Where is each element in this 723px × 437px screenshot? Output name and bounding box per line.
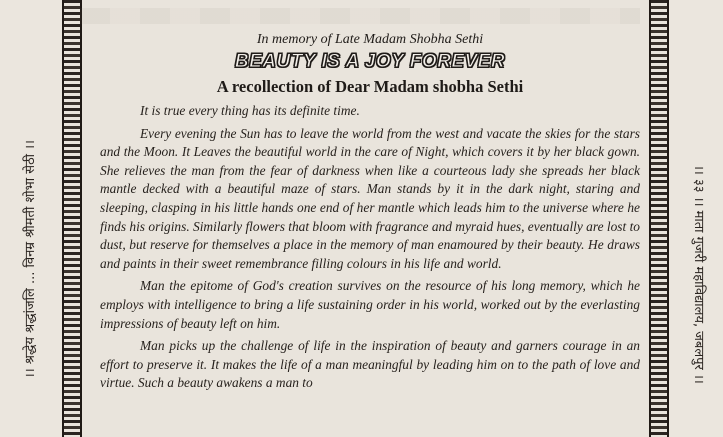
paragraph-4: Man picks up the challenge of life in the inspiration of beauty and garners courage in an effort to preserve it. It makes the life of a man meaningful by leading him on to the path of love and virtue. Such a beauty awakens a man to [100,338,640,391]
left-decorative-border [62,0,82,437]
left-margin [0,0,62,437]
right-side-text: ।। ३३ ।। माता गुजरी महाविद्यालय, जबलपुर ।। [691,165,706,384]
paragraph-3: Man the epitome of God's creation survives on the resource of his long memory, which he employs with intelligence to bring a life sustaining order in his world, worked out by the everlasting impressions of beauty left on him. [100,278,640,331]
right-decorative-border [649,0,669,437]
banner-title: BEAUTY IS A JOY FOREVER [234,51,506,72]
right-margin [669,0,723,437]
article [100,30,640,393]
paragraph-2: Every evening the Sun has to leave the world from the west and vacate the skies for the stars and the Moon. It Leaves the beautiful world in the care of Night, which covers it by her black gown. She relieves the man from the fear of darkness when like a courteous lady she spreads her black mantle decked with a beautiful maze of stars. Man stands by it in the dark night, staring and sleeping, clasping in his little hands one end of her mantle which leads him to the universe where he finds his origins. Similarly flowers that bloom with fragrance and myraid hues, eventually are lost to dust, but reserve for themselves a place in the memory of man enamoured by their beauty. He draws and paints in their sweet remembrance filling colours in his life and world. [100,125,640,271]
paragraph-1: It is true every thing has its definite time. [140,103,360,118]
article-subtitle: A recollection of Dear Madam shobha Sethi [216,77,524,96]
bleed-through-texture [80,8,640,24]
memory-line: In memory of Late Madam Shobha Sethi [256,32,484,47]
left-side-text: ।। श्रद्धेय श्रद्धांजलि ... विनम्र श्रीमती शोभा सेठी ।। [23,140,38,379]
